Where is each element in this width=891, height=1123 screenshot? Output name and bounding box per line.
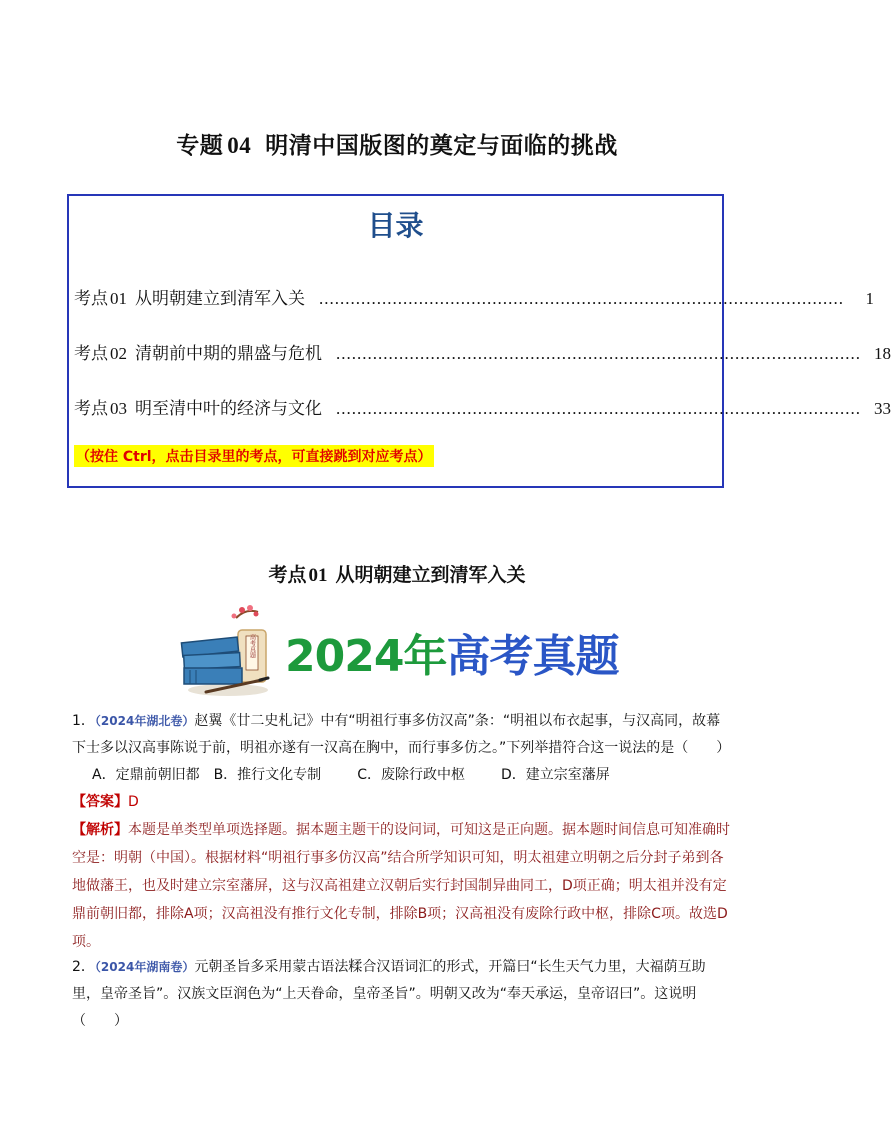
answer: [72, 789, 139, 816]
banner-highlight: 高考真题: [446, 631, 619, 682]
toc-leader-dots: ....................................................................................................: [336, 399, 861, 418]
toc-leader-dots: ....................................................................................................: [336, 344, 861, 363]
toc-heading: 目录: [367, 209, 424, 242]
question-source: （2024年湖北卷）: [94, 714, 195, 728]
books-illustration-icon: [176, 600, 276, 700]
toc-item-label: 考点 01 从明朝建立到清军入关: [74, 289, 305, 309]
question-2: 2．（2024年湖南卷）元朝圣旨多采用蒙古语法糅合汉语词汇的形式，开篇曰“长生天气力里，大福荫互助里，皇帝圣旨”。汉族文臣润色为“上天眷命，皇帝圣旨”。明朝又改为“奉天承运，皇帝诏曰”。这说明（ ）: [72, 959, 706, 1029]
toc-note: （按住 Ctrl，点击目录里的考点，可直接跳到对应考点）: [74, 445, 434, 467]
option-c: C．废除行政中枢: [357, 767, 465, 783]
toc-item-page: 18: [874, 344, 891, 363]
toc-box: [67, 194, 891, 488]
section-title: 考点 01 从明朝建立到清军入关: [268, 564, 526, 586]
option-d: D．建立宗室藩屏: [500, 767, 610, 783]
question-1-line1: 1．（2024年湖北卷）赵翼《廿二史札记》中有“明祖行事多仿汉高”条：“明祖以布衣起事，与汉高同，故幕: [72, 713, 721, 729]
analysis-text: 本题是单类型单项选择题。据本题主题干的设问词，可知这是正向题。据本题时间信息可知准确时空是：明朝（中国）。根据材料“明祖行事多仿汉高”结合所学知识可知，明太祖建立明朝之后分封子弟到各地做藩王，也及时建立宗室藩屏，这与汉高祖建立汉朝后实行封国制异曲同工，D项正确；明太祖并没有定鼎前朝旧都，排除A项；汉高祖没有推行文化专制，排除B项；汉高祖没有废除行政中枢，排除C项。故选D项。: [72, 822, 730, 950]
title-prefix: 专题: [176, 133, 224, 159]
question-source: （2024年湖南卷）: [94, 960, 195, 974]
toc-item-page: 1: [865, 289, 874, 308]
question-1-options: [92, 762, 732, 789]
toc-item-label: 考点 02 清朝前中期的鼎盛与危机: [74, 344, 322, 364]
answer-tag: 【答案】: [72, 794, 128, 810]
question-1-line2: 下士多以汉高事陈说于前，明祖亦遂有一汉高在胸中，而行事多仿之。”下列举措符合这一说法的是（ ）: [72, 740, 731, 756]
page-title: [0, 127, 794, 160]
toc-leader-dots: ....................................................................................................: [319, 289, 844, 308]
title-text: 明清中国版图的奠定与面临的挑战: [265, 133, 618, 159]
book-label-text: 高考真题: [248, 634, 256, 658]
banner-title: [285, 620, 618, 684]
analysis: [72, 816, 732, 956]
question-2-text: 元朝圣旨多采用蒙古语法糅合汉语词汇的形式，开篇曰“长生天气力里，大福荫互助里，皇帝圣旨”。汉族文臣润色为“上天眷命，皇帝圣旨”。明朝又改为“奉天承运，皇帝诏曰”。这说明（ ）: [72, 959, 706, 1029]
option-b: B．推行文化专制: [213, 767, 322, 783]
analysis-tag: 【解析】: [72, 822, 128, 838]
toc-item-02[interactable]: [74, 339, 891, 365]
toc-item-page: 33: [874, 399, 891, 418]
option-a: A．定鼎前朝旧都: [92, 767, 200, 783]
banner-year: 2024年: [285, 631, 447, 682]
title-number: 04: [227, 133, 252, 158]
question-1: [72, 708, 732, 762]
toc-item-03[interactable]: [74, 394, 891, 420]
answer-value: D: [128, 794, 139, 810]
toc-item-label: 考点 03 明至清中叶的经济与文化: [74, 399, 322, 419]
toc-item-01[interactable]: [74, 284, 874, 310]
